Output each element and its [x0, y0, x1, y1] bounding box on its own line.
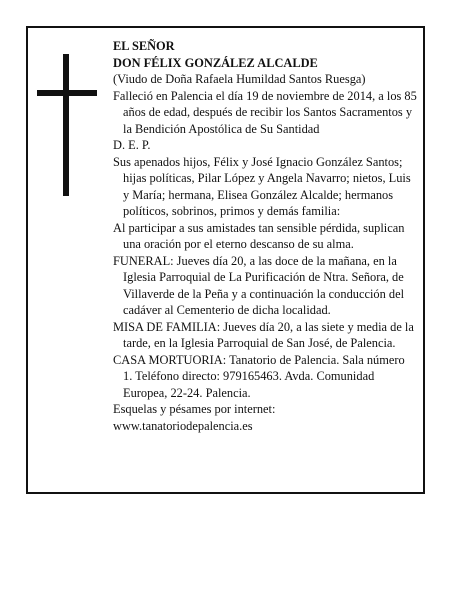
cross-icon [37, 54, 97, 196]
deceased-name: DON FÉLIX GONZÁLEZ ALCALDE [113, 55, 318, 70]
mortuary-details: CASA MORTUORIA: Tanatorio de Palencia. Sala número 1. Teléfono directo: 979165463. Avda. Comunidad Europea, 22-24. Palencia. [113, 352, 405, 400]
notice-heading: EL SEÑOR [113, 39, 175, 53]
prayer-request: Al participar a sus amistades tan sensible pérdida, suplican una oración por el eterno descanso de su alma. [113, 220, 405, 251]
family-list: Sus apenados hijos, Félix y José Ignacio González Santos; hijas políticas, Pilar López y Angela Navarro; nietos, Luis y María; hermana, Elisea González Alcalde; hermanos políticos, sobrinos, primos y demás familia: [113, 154, 411, 218]
website-link[interactable]: www.tanatoriodepalencia.es [113, 418, 253, 433]
internet-label: Esquelas y pésames por internet: [113, 402, 276, 416]
widower-line: (Viudo de Doña Rafaela Humildad Santos Ruesga) [113, 72, 366, 86]
family-mass-details: MISA DE FAMILIA: Jueves día 20, a las siete y media de la tarde, en la Iglesia Parroquial de San José, de Palencia. [113, 319, 414, 350]
funeral-details: FUNERAL: Jueves día 20, a las doce de la mañana, en la Iglesia Parroquial de La Purificación de Ntra. Señora, de Villaverde de la Peña y a continuación la conducción del cadáver al Cementerio de dicha localidad. [113, 253, 405, 317]
rip-line: D. E. P. [113, 138, 151, 152]
obituary-text [113, 38, 417, 434]
cross-horizontal-bar [37, 90, 97, 96]
cross-vertical-bar [63, 54, 69, 196]
death-announcement: Falleció en Palencia el día 19 de noviembre de 2014, a los 85 años de edad, después de recibir los Santos Sacramentos y la Bendición Apostólica de Su Santidad [113, 88, 417, 136]
